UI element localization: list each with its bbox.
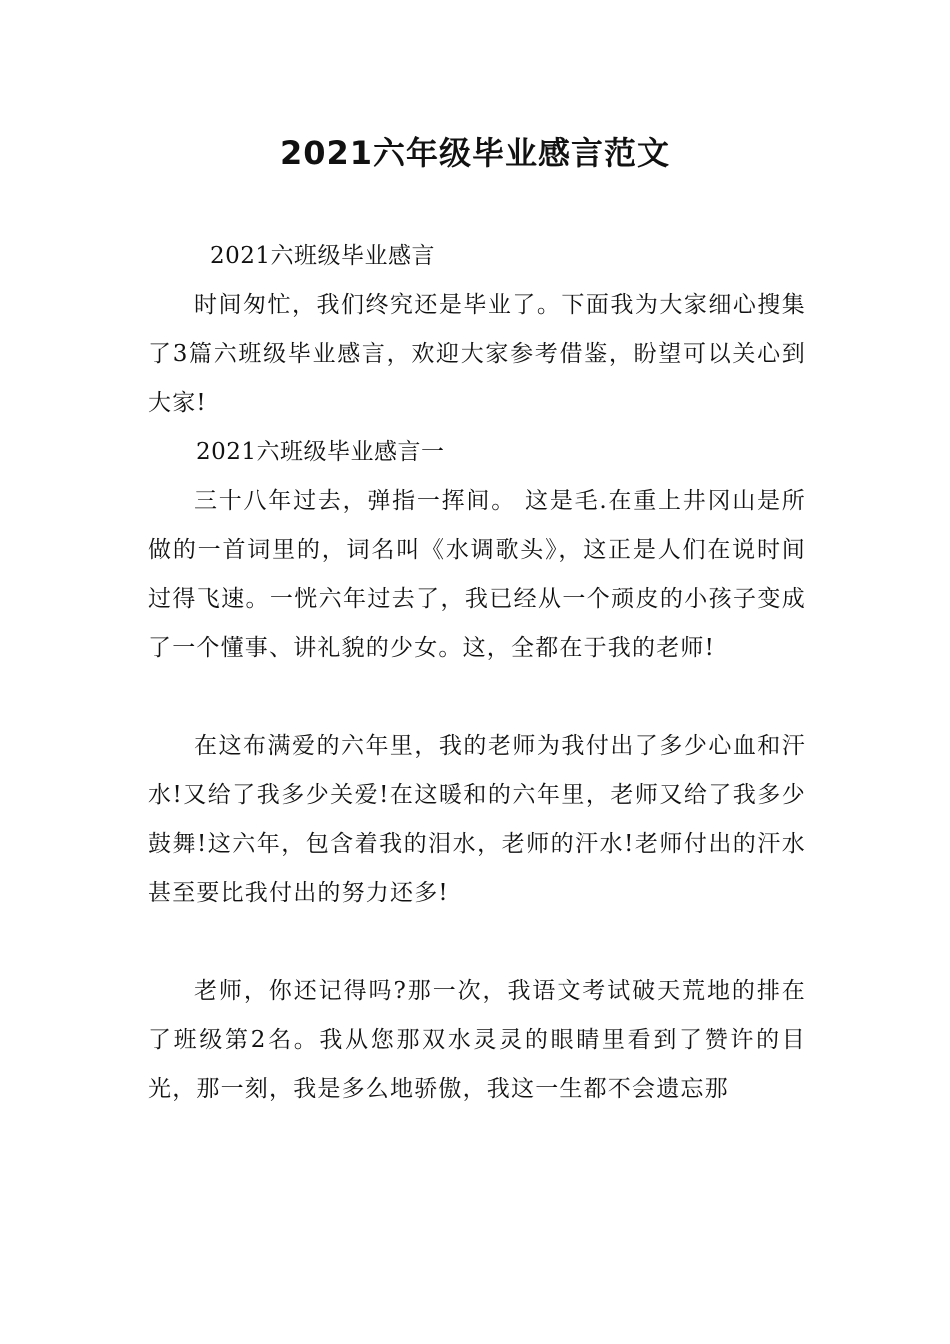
intro-paragraph: 时间匆忙，我们终究还是毕业了。下面我为大家细心搜集了3篇六班级毕业感言，欢迎大家参考借鉴，盼望可以关心到大家! [148, 292, 806, 416]
body-paragraph-1: 三十八年过去，弹指一挥间。 这是毛.在重上井冈山是所做的一首词里的，词名叫《水调歌头》，这正是人们在说时间过得飞速。一恍六年过去了，我已经从一个顽皮的小孩子变成了一个懂事、讲礼貌的少女。这，全都在于我的老师! [148, 488, 806, 661]
paragraph-spacer [148, 673, 806, 722]
paragraph-spacer [148, 918, 806, 967]
document-title: 2021六年级毕业感言范文 [279, 134, 671, 172]
section-heading-one: 2021六班级毕业感言一 [196, 439, 445, 465]
document-body [148, 232, 806, 1114]
body-paragraph-3: 老师，你还记得吗?那一次，我语文考试破天荒地的排在了班级第2名。我从您那双水灵灵的眼睛里看到了赞许的目光，那一刻，我是多么地骄傲，我这一生都不会遗忘那 [148, 978, 806, 1102]
body-paragraph-2: 在这布满爱的六年里，我的老师为我付出了多少心血和汗水!又给了我多少关爱!在这暖和的六年里，老师又给了我多少鼓舞!这六年，包含着我的泪水，老师的汗水!老师付出的汗水甚至要比我付出的努力还多! [148, 733, 806, 906]
section-heading-main: 2021六班级毕业感言 [210, 243, 436, 269]
